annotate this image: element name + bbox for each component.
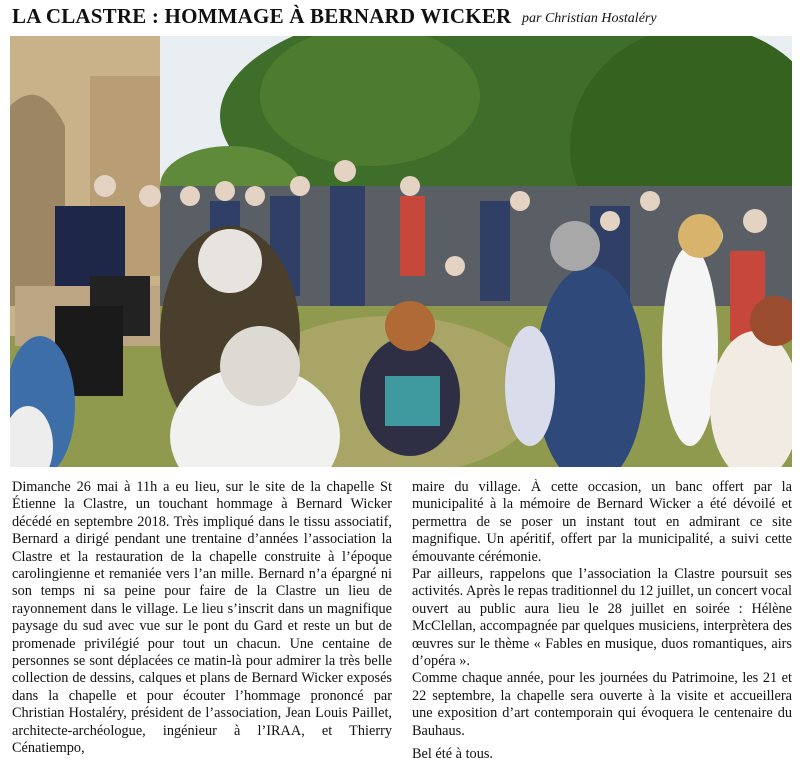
article-title: LA CLASTRE : HOMMAGE À BERNARD WICKER (12, 4, 512, 28)
paragraph: Par ailleurs, rappelons que l’association la Clastre poursuit ses activités. Après le repas traditionnel du 12 juillet, un concert vocal ouvert au public aura lieu le 28 juillet en soirée : Hélène McClellan, accompagnée par quelques musiciens, interprètera des œuvres sur le thème « Fables en musique, duos romantiques, airs d’opéra ». (412, 566, 792, 670)
article-column-1 (12, 479, 392, 761)
ceremony-photo (10, 36, 792, 467)
paragraph: Dimanche 26 mai à 11h a eu lieu, sur le site de la chapelle St Étienne la Clastre, un touchant hommage à Bernard Wicker décédé en septembre 2018. Très impliqué dans le tissu associatif, Bernard a dirigé pendant une trentaine d’années l’association la Clastre et la restauration de la chapelle construite à l’époque carolingienne et remaniée vers l’an mille. Bernard n’a épargné ni son temps ni sa peine pour faire de la Clastre un lieu de rayonnement dans le village. Le lieu s’inscrit dans un magnifique paysage du sud avec vue sur le pont du Gard et reste un but de promenade privilégié pour tout un chacun. Une centaine de personnes se sont déplacées ce matin-là pour admirer la très belle collection de dessins, calques et plans de Bernard Wicker exposés dans la chapelle et pour écouter l’hommage prononcé par Christian Hostaléry, président de l’association, Jean Louis Paillet, architecte-archéologue, ingénieur à l’IRAA, et Thierry Cénatiempo, (12, 479, 392, 757)
paragraph: maire du village. À cette occasion, un banc offert par la municipalité à la mémoire de Bernard Wicker a été dévoilé et permettra de se poser un instant tout en admirant ce site magnifique. Un apéritif, offert par la municipalité, a suivi cette émouvante cérémonie. (412, 479, 792, 565)
paragraph: Comme chaque année, pour les journées du Patrimoine, les 21 et 22 septembre, la chapelle sera ouverte à la visite et accueillera une exposition d’art contemporain qui évoquera le centenaire du Bauhaus. (412, 670, 792, 739)
paragraph: Bel été à tous. (412, 746, 493, 761)
article-column-2 (412, 479, 792, 761)
author-byline: par Christian Hostaléry (522, 11, 657, 26)
